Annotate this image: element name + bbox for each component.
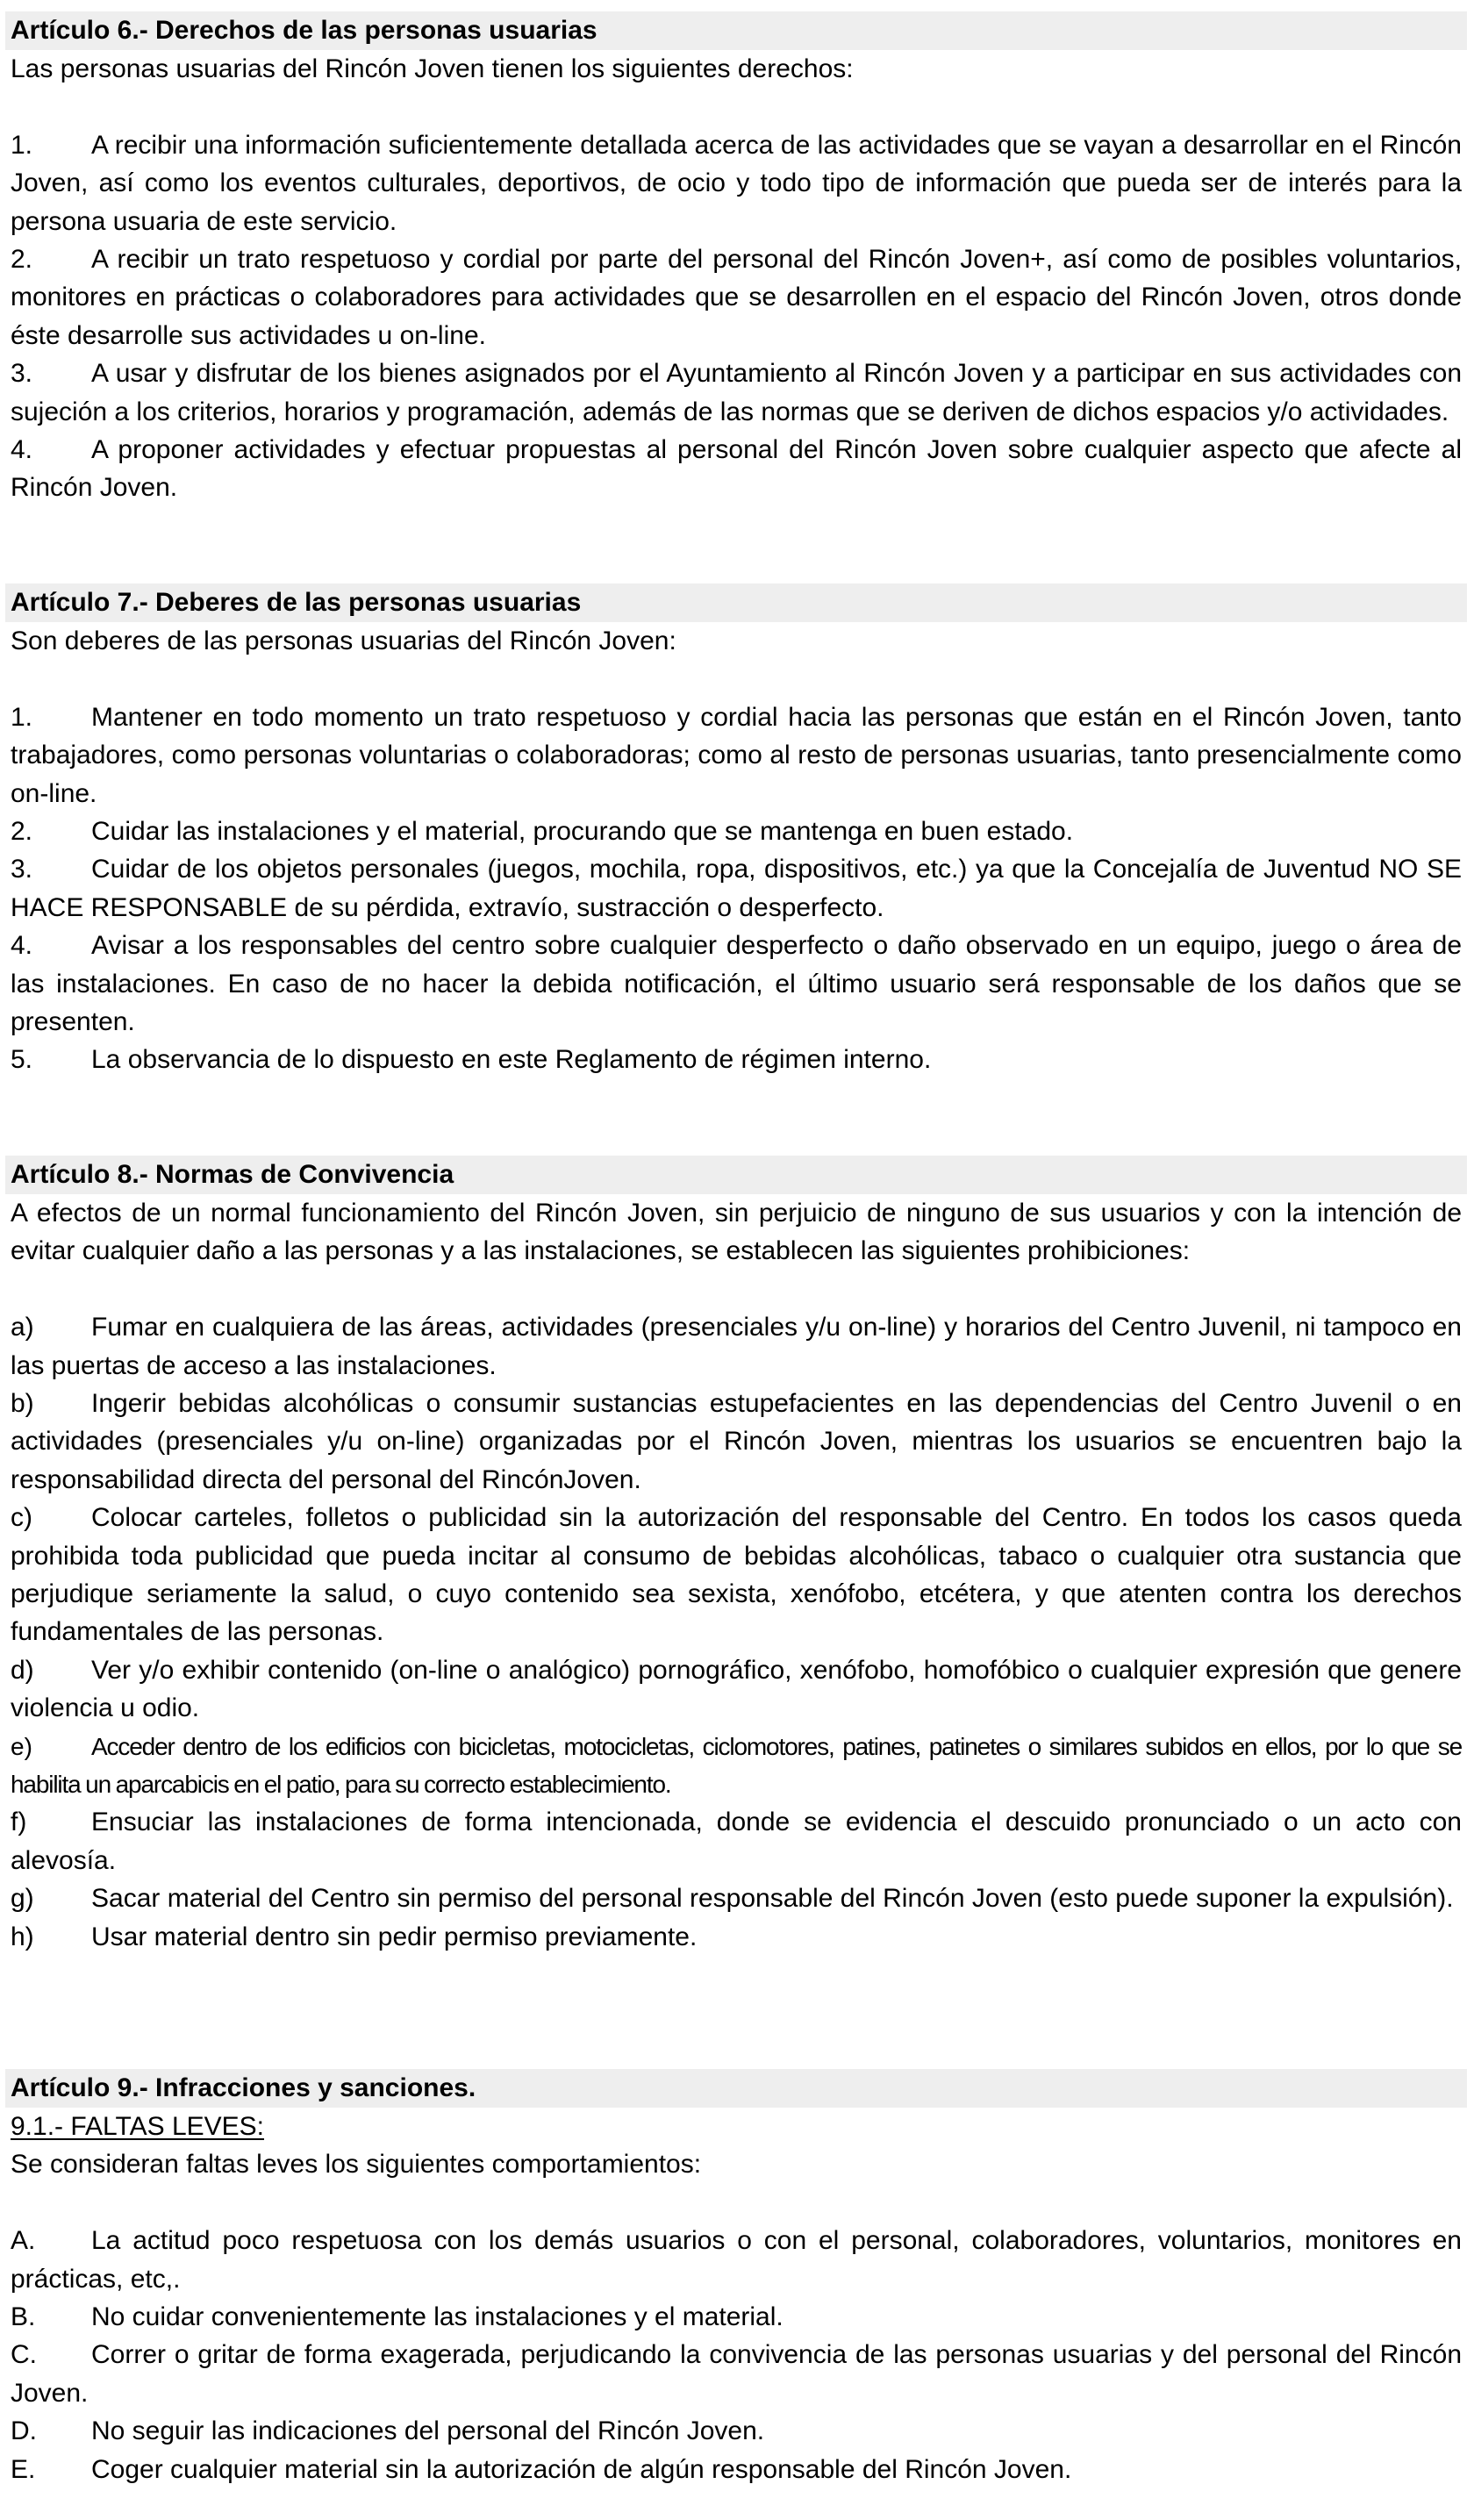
item-label: g) [11,1884,34,1914]
article-8 [5,1156,1467,1956]
item-text: Usar material dentro sin pedir permiso previamente. [91,1922,698,1951]
list-item [5,1385,1467,1499]
item-text: Sacar material del Centro sin permiso del personal responsable del Rincón Joven (esto puede suponer la expulsión). [91,1884,1454,1914]
item-label: 5. [11,1045,33,1075]
article-intro: A efectos de un normal funcionamiento del Rincón Joven, sin perjuicio de ninguno de sus usuarios y con la intención de evitar cualquier daño a las personas y a las instalaciones, se establecen las siguientes prohibiciones: [11,1199,1462,1266]
list-item [5,2451,1467,2488]
item-label: B. [11,2302,36,2332]
item-text: Mantener en todo momento un trato respetuoso y cordial hacia las personas que están en el Rincón Joven, tanto trabajadores, como personas voluntarias o colaboradoras; como al resto de personas usuarias, tanto presencialmente como on-line. [11,702,1462,808]
item-label: C. [11,2340,37,2370]
list-item [5,1879,1467,1917]
item-text: No cuidar convenientemente las instalaciones y el material. [91,2302,784,2332]
spacer [5,1271,1467,1308]
item-label: 3. [11,855,33,884]
item-text: Fumar en cualquiera de las áreas, actividades (presenciales y/u on-line) y horarios del Centro Juvenil, ni tampoco en las puertas de acceso a las instalaciones. [11,1313,1462,1380]
list-item [5,2412,1467,2450]
list-item [5,1041,1467,1078]
article-6 [5,11,1467,507]
article-intro: Las personas usuarias del Rincón Joven tienen los siguientes derechos: [11,54,854,83]
list-item [5,813,1467,850]
item-text: No seguir las indicaciones del personal del Rincón Joven. [91,2416,765,2446]
list-item [5,1728,1467,1804]
list-item [5,1918,1467,1956]
item-label: f) [11,1808,27,1837]
item-text: A recibir un trato respetuoso y cordial por parte del personal del Rincón Joven+, así como de posibles voluntarios, monitores en prácticas o colaboradores para actividades que se desarrollen en el espacio del Rincón Joven, otros donde éste desarrolle sus actividades u on-line. [11,245,1462,350]
item-text: Avisar a los responsables del centro sobre cualquier desperfecto o daño observado en un equipo, juego o área de las instalaciones. En caso de no hacer la debida notificación, el último usuario será responsable de los daños que se presenten. [11,931,1462,1037]
item-label: 1. [11,702,33,732]
item-label: A. [11,2226,36,2256]
article-9 [5,2069,1467,2488]
item-label: 2. [11,817,33,847]
item-label: h) [11,1922,34,1951]
list-item [5,240,1467,354]
list-item [5,1499,1467,1651]
item-text: Colocar carteles, folletos o publicidad sin la autorización del responsable del Centro. En todos los casos queda prohibida toda publicidad que pueda incitar al consumo de bebidas alcohólicas, tabaco o cualquier otra sustancia que perjudique seriamente la salud, o cuyo contenido sea sexista, xenófobo, etcétera, y que atenten contra los derechos fundamentales de las personas. [11,1503,1462,1647]
item-label: 3. [11,359,33,389]
article-intro: Son deberes de las personas usuarias del Rincón Joven: [11,626,676,655]
item-label: e) [11,1732,32,1760]
item-text: Correr o gritar de forma exagerada, perjudicando la convivencia de las personas usuarias y del personal del Rincón Joven. [11,2340,1462,2408]
list-item [5,1803,1467,1879]
item-text: Ingerir bebidas alcohólicas o consumir sustancias estupefacientes en las dependencias del Centro Juvenil o en actividades (presenciales y/u on-line) organizadas por el Rincón Joven, mientras los usuarios se encuentren bajo la responsabilidad directa del personal del RincónJoven. [11,1389,1462,1494]
item-label: 2. [11,245,33,275]
item-text: Ensuciar las instalaciones de forma intencionada, donde se evidencia el descuido pronunciado o un acto con alevosía. [11,1808,1462,1875]
list-item [5,126,1467,240]
item-text: Acceder dentro de los edificios con bicicletas, motocicletas, ciclomotores, patines, patinetes o similares subidos en ellos, por lo que se habilita un aparcabicis en el patio, para su correcto establecimiento. [11,1732,1462,1799]
list-item [5,1651,1467,1728]
section-subheading: 9.1.- FALTAS LEVES: [11,2112,265,2141]
item-text: Cuidar las instalaciones y el material, procurando que se mantenga en buen estado. [91,817,1074,847]
article-intro: Se consideran faltas leves los siguientes comportamientos: [11,2150,702,2180]
list-item [5,2336,1467,2412]
item-label: D. [11,2416,37,2446]
spacer [5,660,1467,698]
item-label: 1. [11,130,33,160]
item-text: Coger cualquier material sin la autorización de algún responsable del Rincón Joven. [91,2454,1072,2484]
list-item [5,431,1467,507]
spacer [5,88,1467,125]
article-heading: Artículo 8.- Normas de Convivencia [5,1156,1467,1194]
list-item [5,1308,1467,1385]
article-7 [5,583,1467,1079]
item-label: b) [11,1389,34,1419]
list-item [5,698,1467,813]
item-label: a) [11,1313,34,1342]
item-text: A recibir una información suficientemente detallada acerca de las actividades que se vayan a desarrollar en el Rincón Joven, así como los eventos culturales, deportivos, de ocio y todo tipo de información que pueda ser de interés para la persona usuaria de este servicio. [11,130,1462,236]
spacer [5,2184,1467,2222]
item-label: 4. [11,931,33,961]
item-label: c) [11,1503,32,1533]
list-item [5,850,1467,927]
list-item [5,927,1467,1041]
item-text: A proponer actividades y efectuar propuestas al personal del Rincón Joven sobre cualquier aspecto que afecte al Rincón Joven. [11,435,1462,503]
article-heading: Artículo 6.- Derechos de las personas usuarias [5,11,1467,50]
item-text: A usar y disfrutar de los bienes asignados por el Ayuntamiento al Rincón Joven y a participar en sus actividades con sujeción a los criterios, horarios y programación, además de las normas que se deriven de dichos espacios y/o actividades. [11,359,1462,426]
article-heading: Artículo 9.- Infracciones y sanciones. [5,2069,1467,2108]
item-label: E. [11,2454,36,2484]
list-item [5,354,1467,431]
list-item [5,2298,1467,2336]
list-item [5,2222,1467,2298]
item-label: d) [11,1655,34,1685]
item-label: 4. [11,435,33,465]
article-heading: Artículo 7.- Deberes de las personas usuarias [5,583,1467,622]
item-text: La observancia de lo dispuesto en este Reglamento de régimen interno. [91,1045,932,1075]
item-text: La actitud poco respetuosa con los demás usuarios o con el personal, colaboradores, voluntarios, monitores en prácticas, etc,. [11,2226,1462,2294]
item-text: Ver y/o exhibir contenido (on-line o analógico) pornográfico, xenófobo, homofóbico o cualquier expresión que genere violencia u odio. [11,1655,1462,1723]
item-text: Cuidar de los objetos personales (juegos, mochila, ropa, dispositivos, etc.) ya que la Concejalía de Juventud NO SE HACE RESPONSABLE de su pérdida, extravío, sustracción o desperfecto. [11,855,1462,922]
